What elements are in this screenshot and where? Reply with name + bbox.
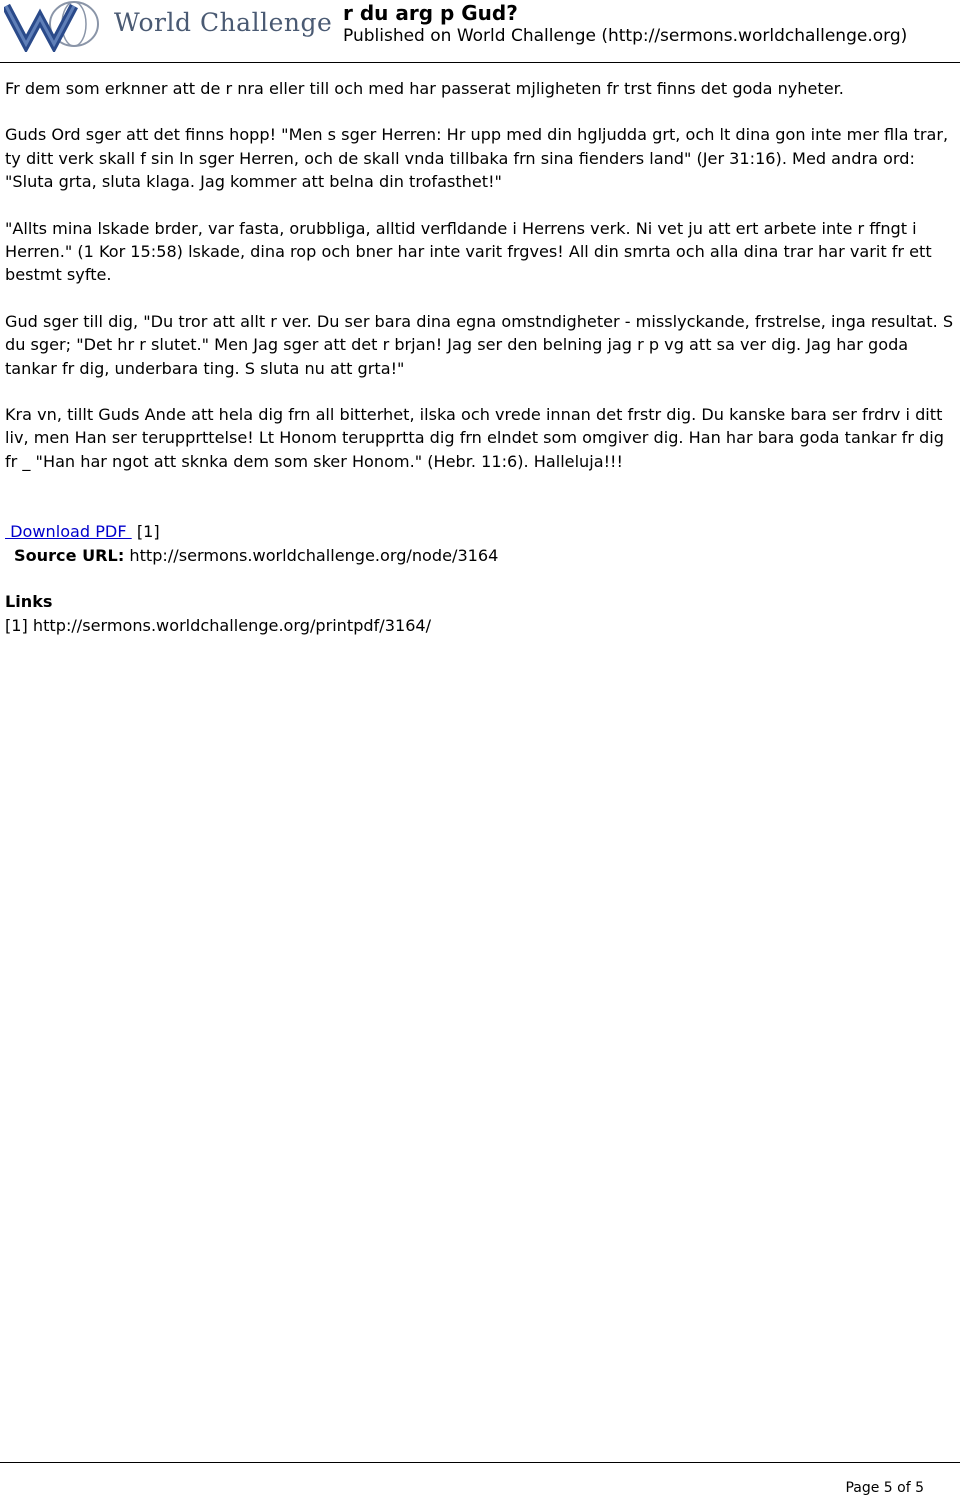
source-url: http://sermons.worldchallenge.org/node/3164 <box>129 545 499 565</box>
world-challenge-logo <box>4 0 333 52</box>
footer-divider <box>0 1462 960 1463</box>
download-row <box>5 520 955 543</box>
published-line: Published on World Challenge (http://sermons.worldchallenge.org) <box>343 26 908 46</box>
paragraph: Guds Ord sger att det finns hopp! "Men s sger Herren: Hr upp med din hgljudda grt, och lt dina gon inte mer flla trar, ty ditt verk skall f sin ln sger Herren, och de skall vnda tillbaka frn sina fienders land" (Jer 31:16). Med andra ord: "Sluta grta, sluta klaga. Jag kommer att belna din trofasthet!" <box>5 125 949 192</box>
globe-logo-icon <box>4 0 114 52</box>
download-ref: [1] <box>136 522 160 542</box>
page-title: r du arg p Gud? <box>343 1 518 25</box>
source-label: Source URL: <box>14 545 125 565</box>
source-row <box>14 544 955 567</box>
paragraph: "Allts mina lskade brder, var fasta, orubbliga, alltid verfldande i Herrens verk. Ni vet ju att ert arbete inte r ffngt i Herren." (1 Kor 15:58) lskade, dina rop och bner har inte varit frgves! All din smrta och alla dina trar har varit fr ett bestmt syfte. <box>5 218 932 285</box>
paragraph: Kra vn, tillt Guds Ande att hela dig frn all bitterhet, ilska och vrede innan det frstr dig. Du kanske bara ser frdrv i ditt liv, men Han ser terupprttelse! Lt Honom terupprtta dig frn elndet som omgiver dig. Han har bara goda tankar fr dig fr _ "Han har ngot att sknka dem som sker Honom." (Hebr. 11:6). Halleluja!!! <box>5 405 944 471</box>
links-item: [1] http://sermons.worldchallenge.org/printpdf/3164/ <box>5 615 432 635</box>
page-header <box>0 0 960 62</box>
paragraph: Gud sger till dig, "Du tror att allt r ver. Du ser bara dina egna omstndigheter - misslyckande, frstrelse, inga resultat. S du sger; "Det hr r slutet." Men Jag sger att det r brjan! Jag ser den belning jag r p vg att sa ver dig. Jag har goda tankar fr dig, underbara ting. S sluta nu att grta!" <box>5 311 954 378</box>
page-number: Page 5 of 5 <box>845 1480 924 1496</box>
logo-text: World Challenge <box>114 8 333 37</box>
header-divider <box>0 62 960 63</box>
paragraph: Fr dem som erknner att de r nra eller till och med har passerat mjligheten fr trst finns det goda nyheter. <box>5 79 844 98</box>
download-pdf-link[interactable]: Download PDF <box>5 522 132 542</box>
sermon-body <box>5 77 955 637</box>
links-heading: Links <box>5 592 53 612</box>
